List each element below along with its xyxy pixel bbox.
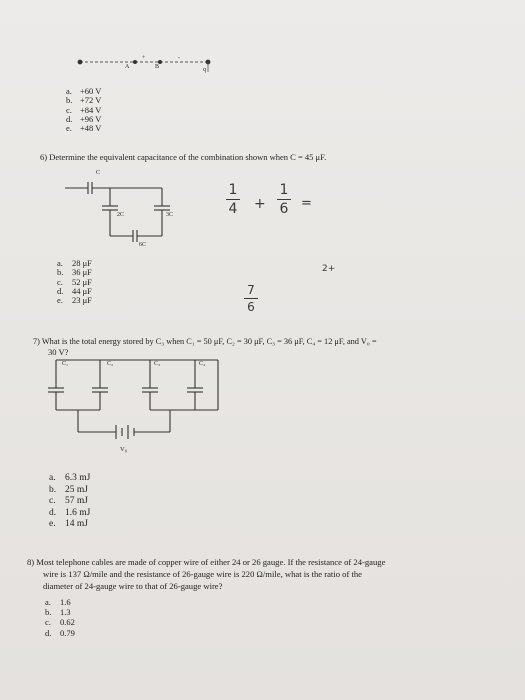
q7-prompt-line-2: 30 V? [48, 347, 69, 357]
handwritten-fraction-1: 1 4 [226, 182, 240, 217]
q6-answer-d: d. 44 μF [57, 285, 92, 296]
q6-answer-list [57, 259, 92, 305]
handwritten-result-fraction: 7 6 [244, 283, 258, 314]
q5-answer-d: d. +96 V [66, 113, 102, 124]
handwritten-fraction-2: 1 6 [277, 182, 291, 217]
q5-answer-list [66, 87, 101, 133]
q6-cap-6c-label: 6C [139, 242, 147, 248]
q7-answer-list [49, 473, 90, 531]
handwritten-plus: + [254, 196, 266, 212]
charge-q-label: q [203, 67, 206, 73]
q8-answer-a: a. 1.6 [45, 597, 71, 607]
q5-answer-e: e. +48 V [66, 123, 102, 134]
q8-answer-b: b. 1.3 [45, 607, 71, 618]
q8-prompt-line-3: diameter of 24-gauge wire to that of 26-gauge wire? [43, 581, 223, 591]
q8-answer-c: c. 0.62 [45, 617, 75, 628]
q8-answer-list [45, 597, 75, 638]
q7-answer-b: b. 25 mJ [49, 484, 88, 495]
point-a-label: A [125, 64, 130, 70]
q7-answer-e: e. 14 mJ [49, 519, 88, 530]
q7-c3-label: C₃ [154, 361, 161, 367]
minus-charge-label: - [178, 55, 180, 61]
q6-cap-3c-label: 3C [166, 212, 174, 218]
q8-prompt-line-1: 8) Most telephone cables are made of copper wire of either 24 or 26 gauge. If the resistance of 24-gauge [27, 557, 386, 567]
q6-answer-b: b. 36 μF [57, 267, 92, 278]
q7-prompt-line-1: 7) What is the total energy stored by C₃ when C₁ = 50 μF, C₂ = 30 μF, C₃ = 36 μF, C₄ = 12 μF, and V₀ = [33, 337, 377, 346]
q6-answer-a: a. 28 μF [57, 258, 92, 268]
q5-answer-a: a. +60 V [66, 86, 102, 96]
q6-prompt: 6) Determine the equivalent capacitance of the combination shown when C = 45 μF. [40, 152, 327, 162]
q7-c4-label: C₄ [199, 361, 206, 367]
q6-answer-c: c. 52 μF [57, 276, 92, 287]
q8-answer-d: d. 0.79 [45, 627, 75, 638]
q5-answer-c: c. +84 V [66, 104, 102, 115]
q7-v0-label: V₀ [120, 446, 127, 453]
point-b-label: B [155, 64, 160, 70]
q6-cap-2c-label: 2C [117, 212, 125, 218]
handwritten-equals: = [301, 196, 312, 211]
plus-charge-label: + [142, 55, 146, 61]
q5-answer-b: b. +72 V [66, 95, 102, 106]
q7-circuit-diagram [40, 352, 230, 452]
q7-answer-a: a. 6.3 mJ [49, 473, 91, 483]
q8-prompt-line-2: wire is 137 Ω/mile and the resistance of 26-gauge wire is 220 Ω/mile, what is the ratio of the [43, 569, 362, 579]
q7-answer-c: c. 57 mJ [49, 496, 88, 507]
q6-cap-c-label: C [96, 170, 101, 176]
q7-answer-d: d. 1.6 mJ [49, 507, 91, 518]
charge-diagram [60, 40, 230, 90]
q6-circuit-diagram [60, 170, 180, 250]
q6-answer-e: e. 23 μF [57, 295, 92, 306]
q7-c1-label: C₁ [62, 361, 69, 367]
handwritten-note: 2+ [322, 264, 336, 274]
q7-c2-label: C₂ [107, 361, 114, 367]
